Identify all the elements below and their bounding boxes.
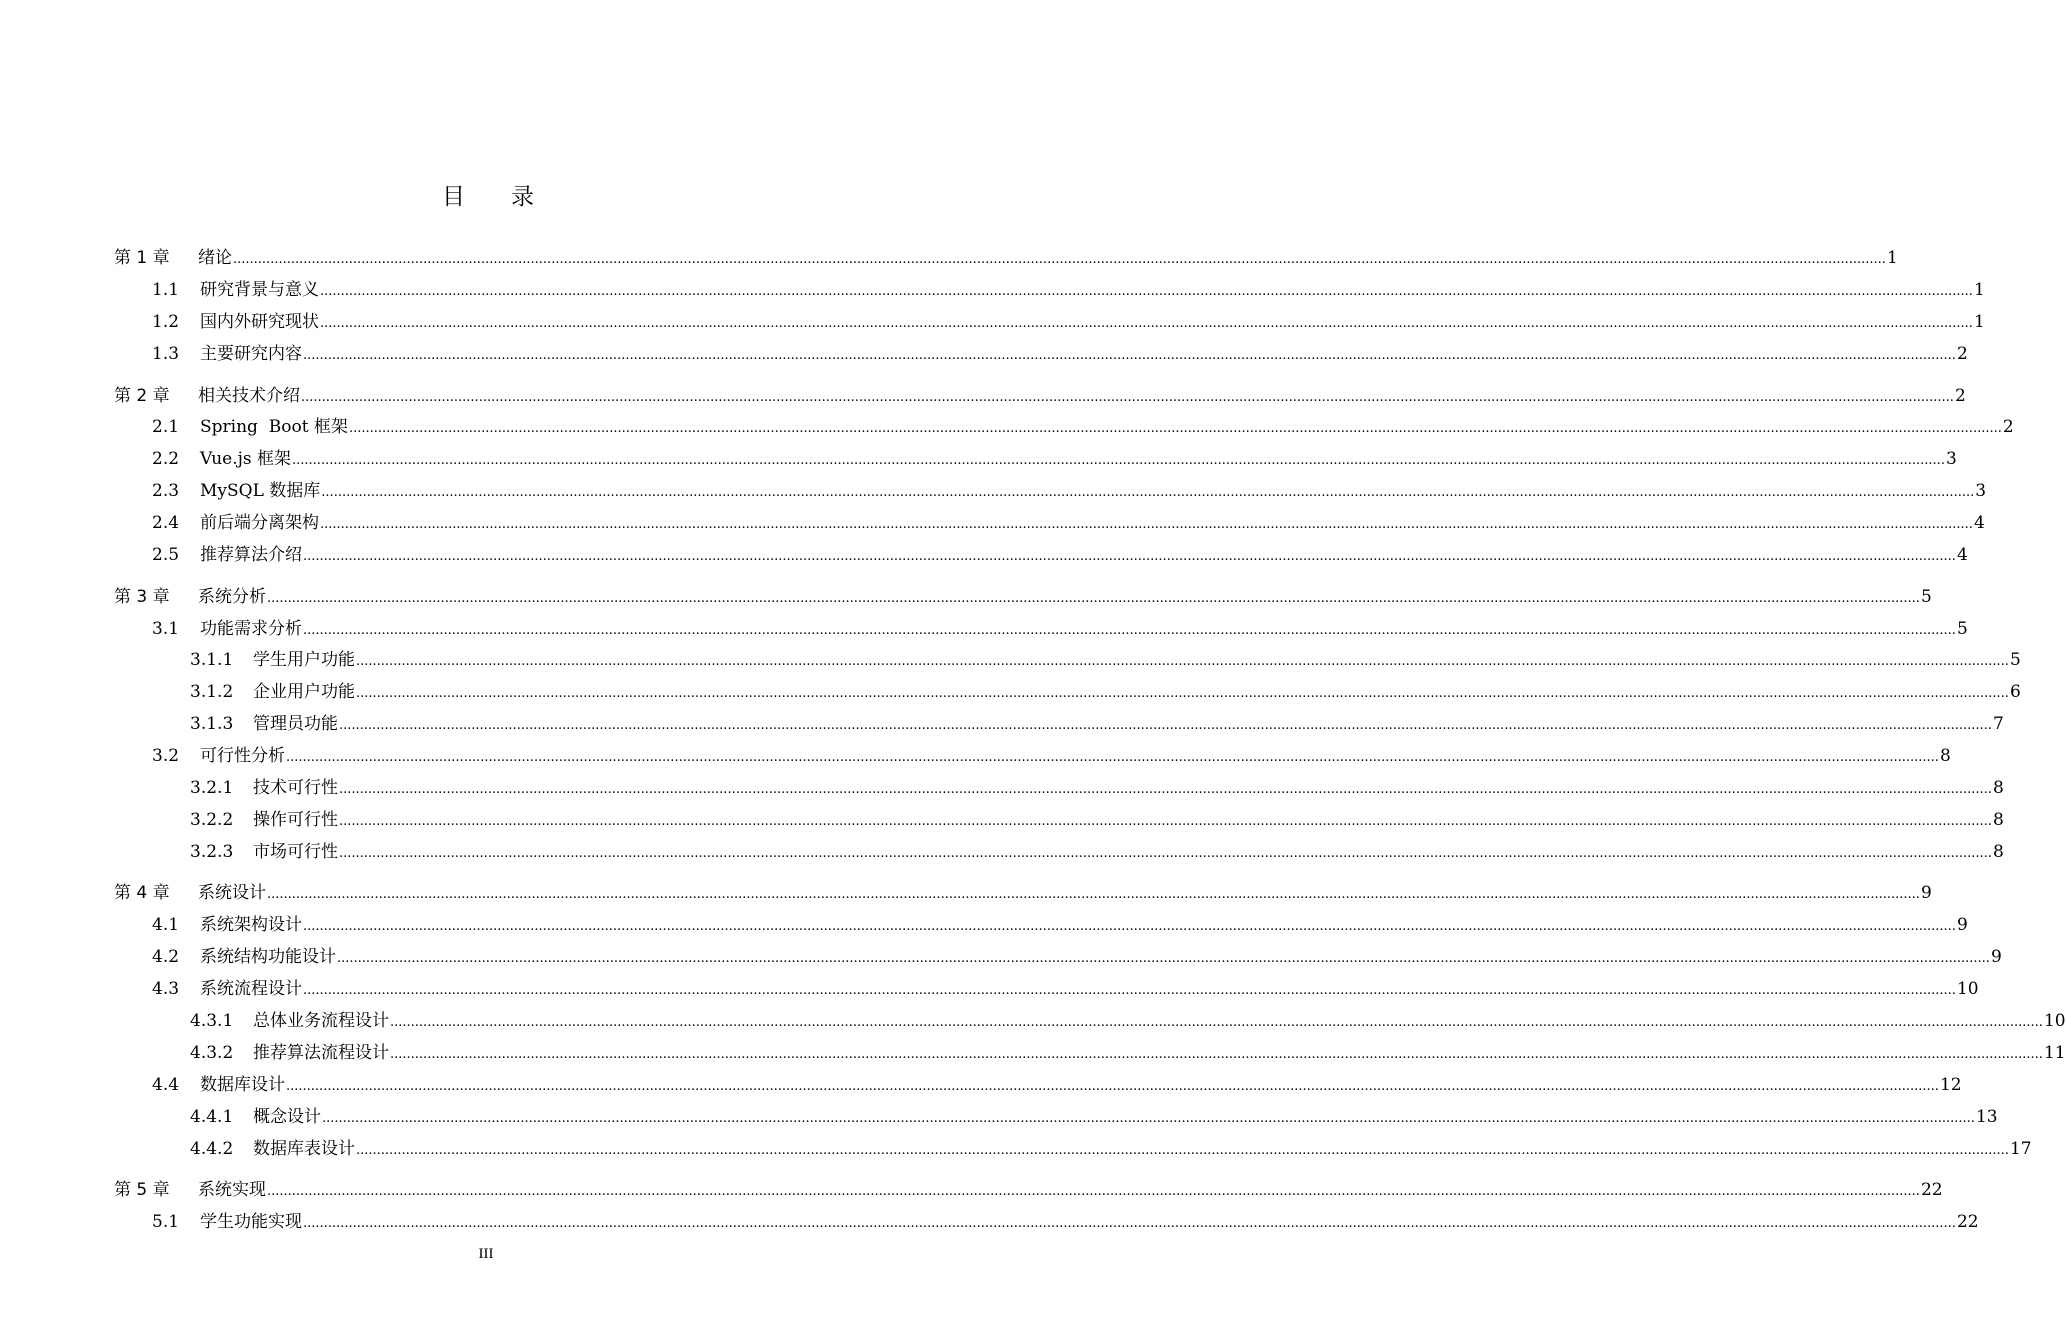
toc-entry-page: 9 [1920,883,1932,903]
toc-dot-leader: ................................................................................................................................................................................................................................................................................................................................................................................................................ [321,485,1975,500]
toc-dot-leader: ................................................................................................................................................................................................................................................................................................................................................................................................................ [286,750,1939,765]
toc-dot-leader: ................................................................................................................................................................................................................................................................................................................................................................................................................ [267,591,1920,606]
toc-entry[interactable] [0,310,1985,334]
toc-entry-label: 系统流程设计 [200,979,302,999]
toc-entry-number: 1.1 [152,280,180,300]
page-number-footer: III [478,1246,494,1262]
toc-entry-page: 2 [2002,417,2014,437]
toc-entry[interactable] [0,648,2021,672]
toc-dot-leader: ................................................................................................................................................................................................................................................................................................................................................................................................................ [233,252,1886,267]
toc-entry-label: 功能需求分析 [200,619,302,639]
toc-entry[interactable] [0,1105,1998,1129]
toc-entry[interactable] [0,1137,2032,1161]
toc-entry-label: 学生功能实现 [200,1212,302,1232]
toc-entry-page: 7 [1992,714,2004,734]
toc-entry-label: 系统架构设计 [200,915,302,935]
toc-entry-label: Spring Boot 框架 [200,417,348,437]
toc-entry-number: 4.3.1 [190,1011,234,1031]
toc-entry[interactable] [0,246,1898,270]
toc-dot-leader: ................................................................................................................................................................................................................................................................................................................................................................................................................ [320,316,1973,331]
toc-entry[interactable] [0,881,1932,905]
toc-entry-label: 管理员功能 [253,714,338,734]
toc-entry-number: 2.5 [152,545,180,565]
toc-entry-label: 前后端分离架构 [200,513,319,533]
toc-entry-number: 4.4 [152,1075,180,1095]
toc-dot-leader: ................................................................................................................................................................................................................................................................................................................................................................................................................ [303,549,1956,564]
toc-entry[interactable] [0,384,1966,408]
toc-entry-number: 4.1 [152,915,180,935]
toc-entry-number: 3.1.3 [190,714,234,734]
toc-entry-number: 第 1 章 [114,248,170,268]
toc-entry-number: 2.1 [152,417,180,437]
toc-entry-label: 国内外研究现状 [200,312,319,332]
toc-entry[interactable] [0,543,1968,567]
page-title [0,178,976,211]
toc-entry[interactable] [0,1210,1979,1234]
toc-entry[interactable] [0,744,1951,768]
toc-entry-label: 操作可行性 [253,810,338,830]
toc-entry[interactable] [0,1178,1943,1202]
toc-entry[interactable] [0,913,1968,937]
toc-entry-label: 系统设计 [198,883,266,903]
toc-entry-label: 相关技术介绍 [198,386,300,406]
toc-entry-number: 3.1.1 [190,650,234,670]
toc-dot-leader: ................................................................................................................................................................................................................................................................................................................................................................................................................ [286,1079,1939,1094]
toc-entry[interactable] [0,808,2004,832]
toc-entry-label: 数据库设计 [200,1075,285,1095]
toc-entry-number: 4.3 [152,979,180,999]
toc-entry-page: 2 [1954,386,1966,406]
toc-entry-label: 学生用户功能 [253,650,355,670]
title-left-char: 目 [442,184,465,210]
toc-entry-number: 3.2.2 [190,810,234,830]
toc-entry[interactable] [0,712,2004,736]
toc-dot-leader: ................................................................................................................................................................................................................................................................................................................................................................................................................ [292,453,1945,468]
toc-entry-page: 9 [1956,915,1968,935]
toc-entry[interactable] [0,977,1979,1001]
toc-dot-leader: ................................................................................................................................................................................................................................................................................................................................................................................................................ [356,1143,2009,1158]
toc-entry-number: 3.2.3 [190,842,234,862]
toc-entry[interactable] [0,585,1932,609]
toc-entry-page: 1 [1886,248,1898,268]
toc-entry-label: 研究背景与意义 [200,280,319,300]
toc-entry-label: 绪论 [198,248,232,268]
toc-entry-number: 第 4 章 [114,883,170,903]
toc-entry[interactable] [0,415,2014,439]
toc-entry-page: 11 [2043,1043,2066,1063]
toc-entry-page: 3 [1945,449,1957,469]
toc-entry-page: 1 [1973,280,1985,300]
toc-entry-page: 6 [2009,682,2021,702]
toc-dot-leader: ................................................................................................................................................................................................................................................................................................................................................................................................................ [267,887,1920,902]
toc-entry-number: 第 2 章 [114,386,170,406]
toc-entry-page: 22 [1956,1212,1979,1232]
toc-dot-leader: ................................................................................................................................................................................................................................................................................................................................................................................................................ [390,1015,2043,1030]
toc-entry[interactable] [0,1009,2066,1033]
toc-entry[interactable] [0,342,1968,366]
toc-entry[interactable] [0,278,1985,302]
toc-dot-leader: ................................................................................................................................................................................................................................................................................................................................................................................................................ [339,846,1992,861]
toc-entry-page: 5 [2009,650,2021,670]
toc-entry-page: 10 [2043,1011,2066,1031]
toc-dot-leader: ................................................................................................................................................................................................................................................................................................................................................................................................................ [339,718,1992,733]
toc-dot-leader: ................................................................................................................................................................................................................................................................................................................................................................................................................ [356,654,2009,669]
toc-dot-leader: ................................................................................................................................................................................................................................................................................................................................................................................................................ [303,623,1956,638]
toc-entry-number: 2.4 [152,513,180,533]
toc-dot-leader: ................................................................................................................................................................................................................................................................................................................................................................................................................ [301,390,1954,405]
toc-entry-number: 3.1 [152,619,180,639]
toc-entry-number: 4.2 [152,947,180,967]
toc-entry-number: 第 5 章 [114,1180,170,1200]
toc-entry-number: 1.2 [152,312,180,332]
toc-entry[interactable] [0,617,1968,641]
toc-entry[interactable] [0,945,2002,969]
toc-dot-leader: ................................................................................................................................................................................................................................................................................................................................................................................................................ [303,919,1956,934]
toc-entry-number: 第 3 章 [114,587,170,607]
toc-dot-leader: ................................................................................................................................................................................................................................................................................................................................................................................................................ [339,814,1992,829]
toc-entry-number: 2.3 [152,481,180,501]
toc-dot-leader: ................................................................................................................................................................................................................................................................................................................................................................................................................ [267,1184,1920,1199]
toc-entry-label: 可行性分析 [200,746,285,766]
toc-dot-leader: ................................................................................................................................................................................................................................................................................................................................................................................................................ [337,951,1990,966]
toc-entry-number: 3.2 [152,746,180,766]
toc-dot-leader: ................................................................................................................................................................................................................................................................................................................................................................................................................ [303,348,1956,363]
toc-dot-leader: ................................................................................................................................................................................................................................................................................................................................................................................................................ [339,782,1992,797]
toc-entry-page: 17 [2009,1139,2032,1159]
toc-entry[interactable] [0,776,2004,800]
toc-entry-page: 1 [1973,312,1985,332]
toc-dot-leader: ................................................................................................................................................................................................................................................................................................................................................................................................................ [348,421,2002,436]
toc-entry-page: 4 [1956,545,1968,565]
toc-entry-page: 2 [1956,344,1968,364]
toc-entry-number: 4.3.2 [190,1043,234,1063]
toc-dot-leader: ................................................................................................................................................................................................................................................................................................................................................................................................................ [303,983,1956,998]
toc-entry-page: 10 [1956,979,1979,999]
toc-entry[interactable] [0,447,1957,471]
toc-entry-page: 8 [1939,746,1951,766]
toc-dot-leader: ................................................................................................................................................................................................................................................................................................................................................................................................................ [390,1047,2043,1062]
toc-entry-page: 5 [1920,587,1932,607]
toc-dot-leader: ................................................................................................................................................................................................................................................................................................................................................................................................................ [322,1111,1975,1126]
toc-entry[interactable] [0,1073,1962,1097]
toc-dot-leader: ................................................................................................................................................................................................................................................................................................................................................................................................................ [303,1216,1956,1231]
toc-entry[interactable] [0,479,1987,503]
toc-entry[interactable] [0,680,2021,704]
toc-entry-label: 概念设计 [253,1107,321,1127]
toc-entry-page: 8 [1992,842,2004,862]
toc-entry-label: 主要研究内容 [200,344,302,364]
toc-entry-number: 5.1 [152,1212,180,1232]
toc-entry-page: 12 [1939,1075,1962,1095]
toc-entry-label: 企业用户功能 [253,682,355,702]
toc-entry-number: 3.2.1 [190,778,234,798]
toc-entry-page: 8 [1992,778,2004,798]
toc-entry-number: 3.1.2 [190,682,234,702]
toc-dot-leader: ................................................................................................................................................................................................................................................................................................................................................................................................................ [320,517,1973,532]
toc-entry-label: 数据库表设计 [253,1139,355,1159]
toc-entry-label: 技术可行性 [253,778,338,798]
toc-dot-leader: ................................................................................................................................................................................................................................................................................................................................................................................................................ [320,284,1973,299]
toc-entry[interactable] [0,840,2004,864]
toc-entry-number: 4.4.1 [190,1107,234,1127]
toc-entry-label: 推荐算法流程设计 [253,1043,389,1063]
toc-entry-label: 总体业务流程设计 [253,1011,389,1031]
toc-entry[interactable] [0,1041,2066,1065]
toc-entry-page: 9 [1990,947,2002,967]
toc-entry-label: MySQL 数据库 [200,481,321,501]
toc-entry-page: 5 [1956,619,1968,639]
toc-entry-label: 系统实现 [198,1180,266,1200]
toc-dot-leader: ................................................................................................................................................................................................................................................................................................................................................................................................................ [356,686,2009,701]
toc-entry-number: 2.2 [152,449,180,469]
toc-entry-label: 系统结构功能设计 [200,947,336,967]
toc-entry-label: Vue.js 框架 [200,449,292,469]
toc-entry-label: 推荐算法介绍 [200,545,302,565]
toc-entry-number: 4.4.2 [190,1139,234,1159]
toc-entry-page: 22 [1920,1180,1943,1200]
toc-entry-page: 4 [1973,513,1985,533]
toc-entry-page: 13 [1975,1107,1998,1127]
title-right-char: 录 [511,184,534,210]
toc-entry-label: 市场可行性 [253,842,338,862]
toc-entry-number: 1.3 [152,344,180,364]
toc-entry[interactable] [0,511,1985,535]
toc-entry-page: 3 [1975,481,1987,501]
toc-entry-page: 8 [1992,810,2004,830]
toc-entry-label: 系统分析 [198,587,266,607]
